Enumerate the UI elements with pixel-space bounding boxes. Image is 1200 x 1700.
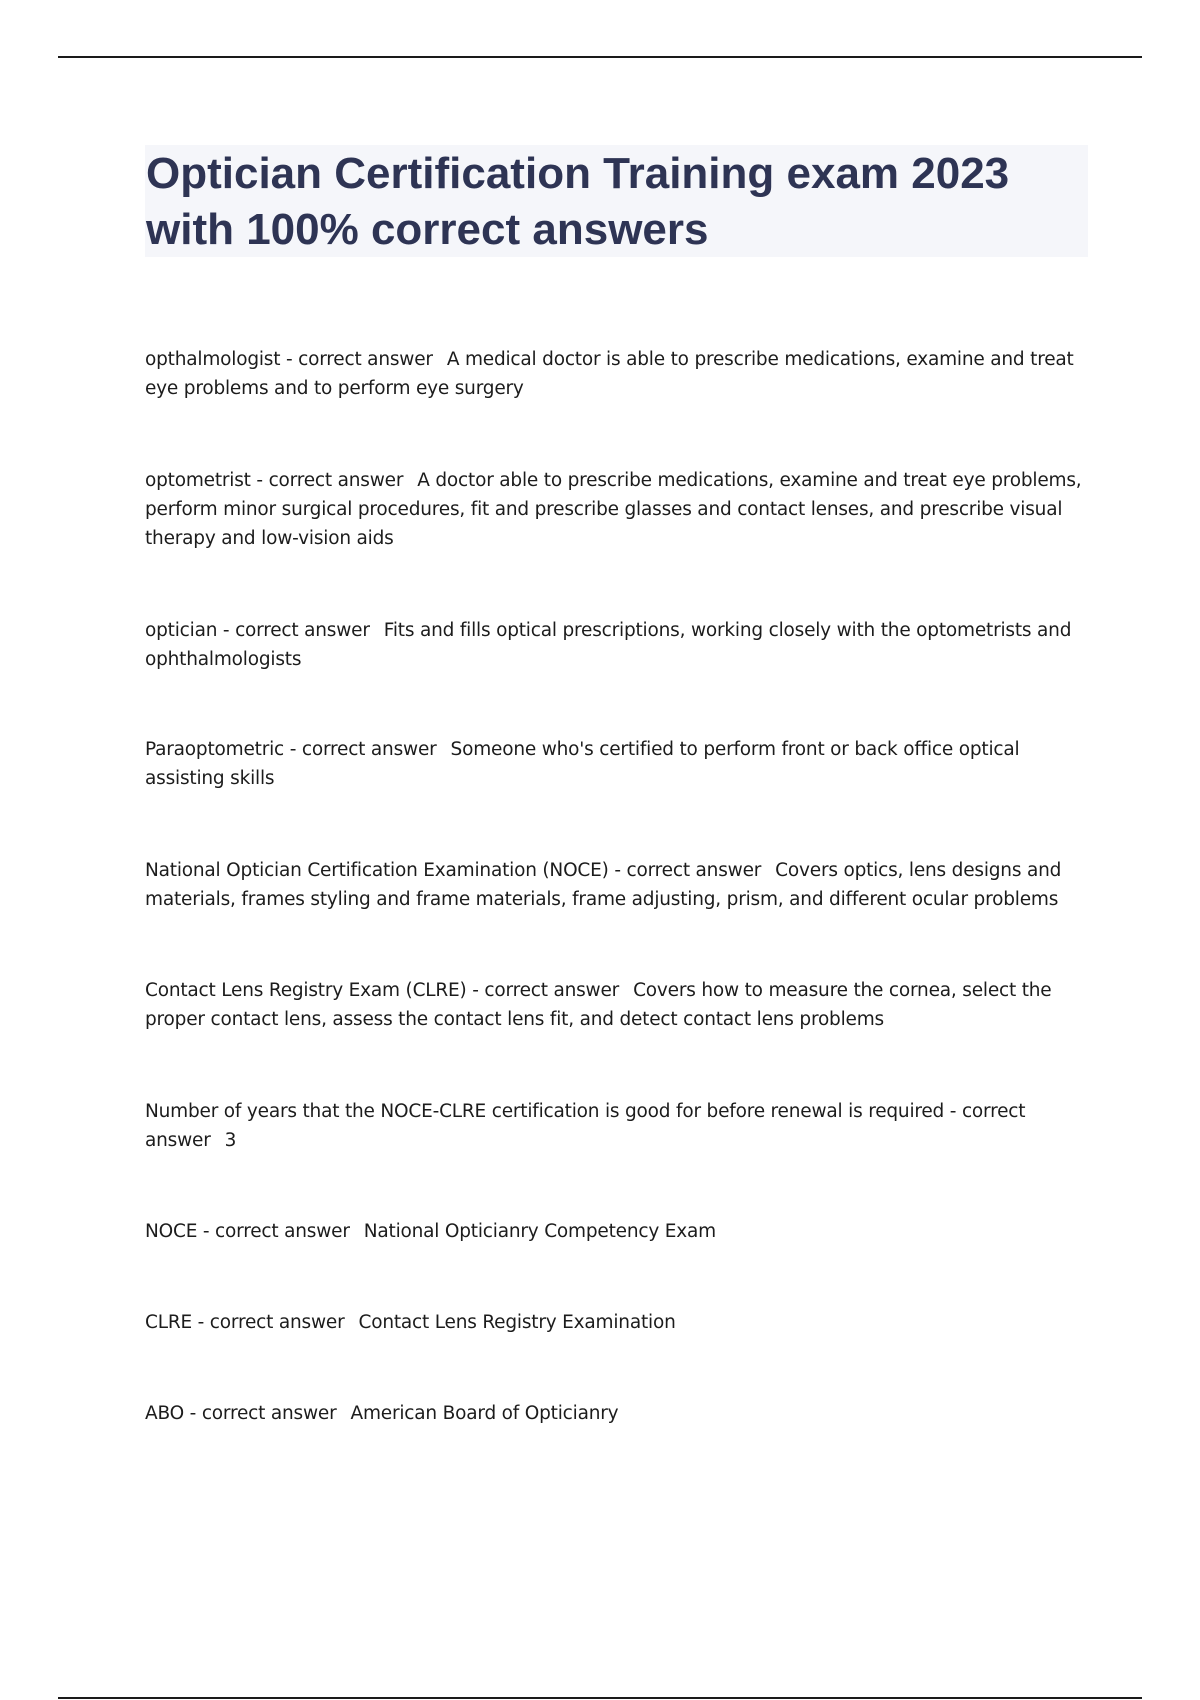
qa-term: NOCE - correct answer	[145, 1221, 350, 1242]
qa-item	[145, 1217, 1085, 1246]
qa-item	[145, 616, 1085, 674]
qa-term: opthalmologist - correct answer	[145, 349, 433, 370]
document-title: Optician Certification Training exam 2023 with 100% correct answers	[146, 149, 1010, 254]
qa-answer: Covers optics, lens designs and materials, frames styling and frame materials, frame adjusting, prism, and different ocular problems	[145, 860, 1062, 910]
qa-term: Contact Lens Registry Exam (CLRE) - correct answer	[145, 980, 620, 1001]
bottom-rule	[58, 1697, 1142, 1699]
qa-item	[145, 856, 1085, 914]
qa-answer: A medical doctor is able to prescribe medications, examine and treat eye problems and to perform eye surgery	[145, 349, 1074, 399]
qa-term: CLRE - correct answer	[145, 1312, 345, 1333]
qa-item	[145, 976, 1085, 1034]
qa-item	[145, 345, 1085, 403]
qa-term: Paraoptometric - correct answer	[145, 739, 437, 760]
qa-answer: National Opticianry Competency Exam	[363, 1221, 716, 1242]
qa-answer: 3	[224, 1130, 237, 1151]
qa-answer: Covers how to measure the cornea, select the proper contact lens, assess the contact lens fit, and detect contact lens problems	[145, 980, 1052, 1030]
top-rule	[58, 56, 1142, 58]
qa-term: optometrist - correct answer	[145, 470, 404, 491]
qa-term: National Optician Certification Examination (NOCE) - correct answer	[145, 860, 762, 881]
qa-term: Number of years that the NOCE-CLRE certification is good for before renewal is required - correct answer	[145, 1101, 1026, 1151]
qa-item	[145, 735, 1085, 793]
qa-item	[145, 466, 1085, 553]
qa-answer: Someone who's certified to perform front or back office optical assisting skills	[145, 739, 1020, 789]
qa-item	[145, 1308, 1085, 1337]
qa-answer: Contact Lens Registry Examination	[358, 1312, 676, 1333]
qa-answer: A doctor able to prescribe medications, examine and treat eye problems, perform minor surgical procedures, fit and prescribe glasses and contact lenses, and prescribe visual therapy and low-vision aids	[145, 470, 1082, 549]
qa-answer: Fits and fills optical prescriptions, working closely with the optometrists and ophthalmologists	[145, 620, 1072, 670]
qa-term: ABO - correct answer	[145, 1403, 337, 1424]
qa-term: optician - correct answer	[145, 620, 370, 641]
qa-item	[145, 1399, 1085, 1428]
qa-answer: American Board of Opticianry	[350, 1403, 619, 1424]
qa-item	[145, 1097, 1085, 1155]
